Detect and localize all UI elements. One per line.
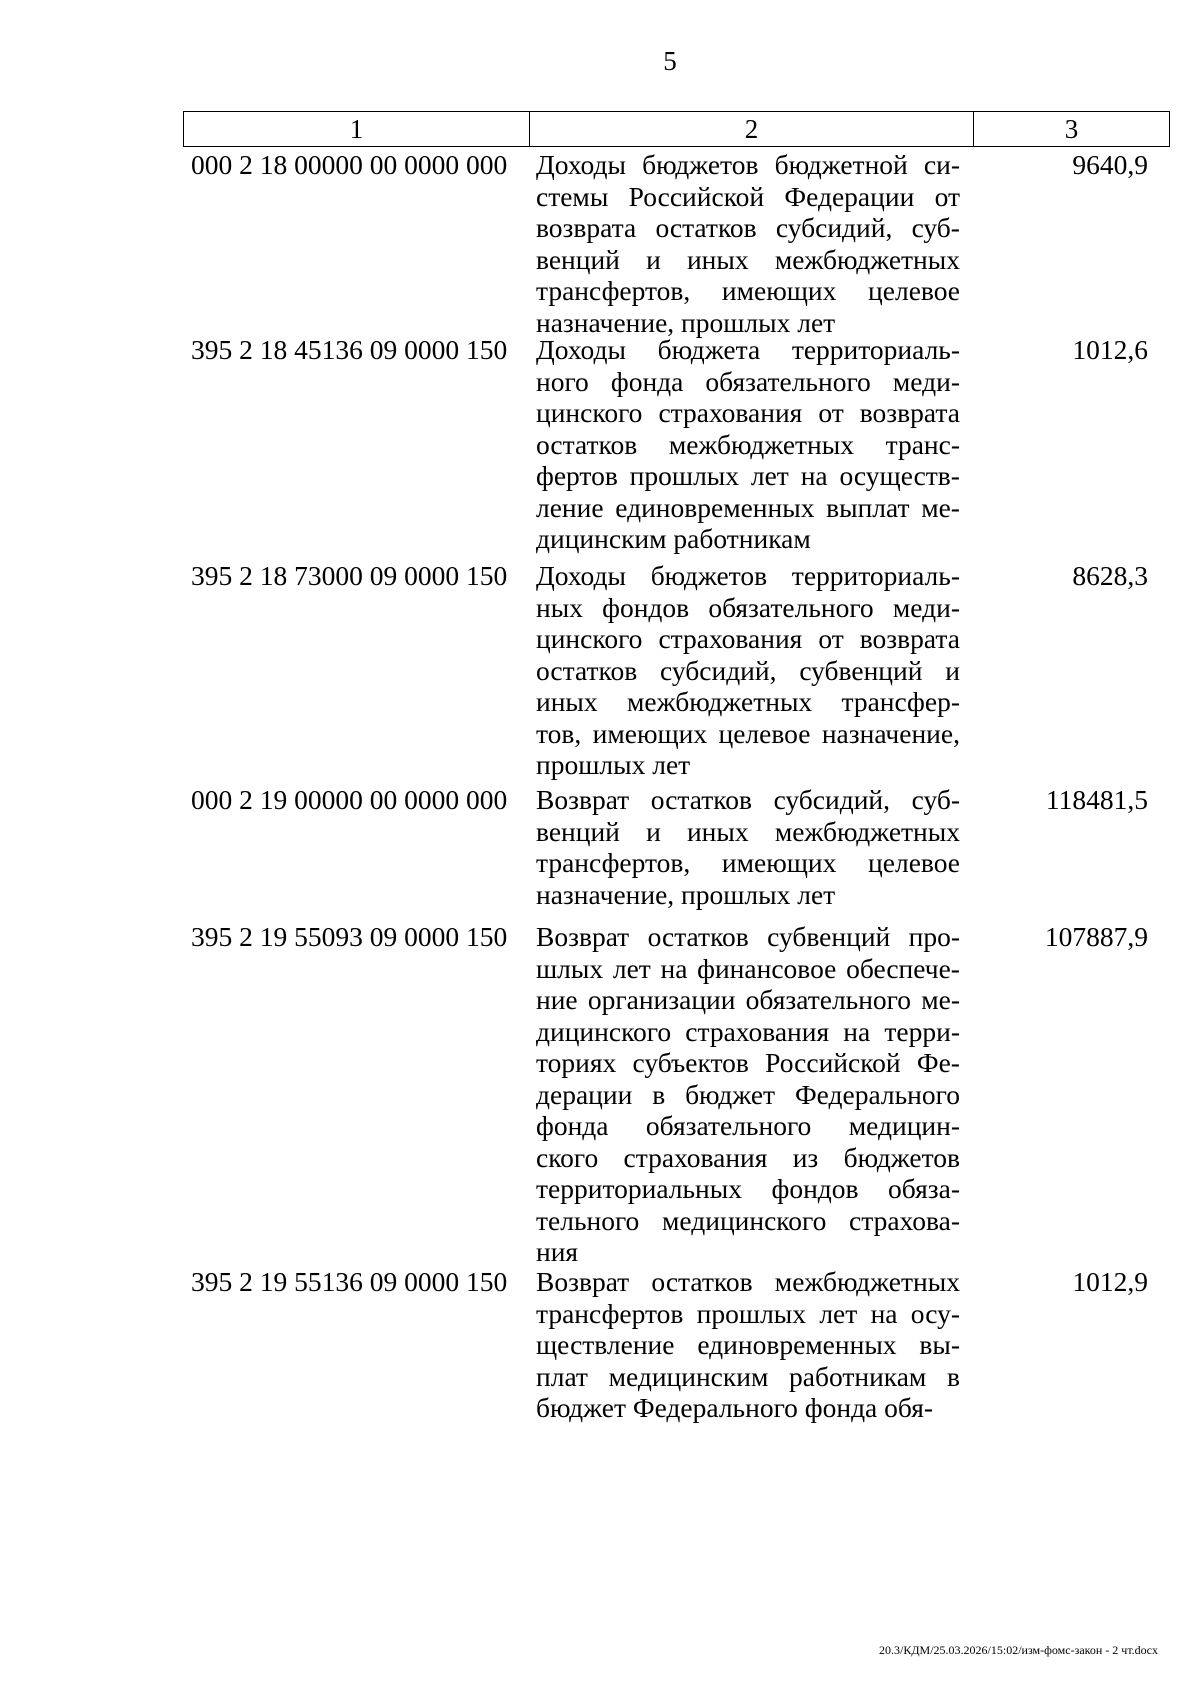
description-line: Доходы бюджетов бюджетной си- [536, 149, 960, 180]
description-line: плат медицинским работникам в [536, 1360, 960, 1392]
description-line: дерации в бюджет Федерального [536, 1078, 960, 1110]
description-line: трансфертов, имеющих целевое [536, 847, 960, 878]
income-description [536, 149, 960, 338]
income-description [536, 1266, 960, 1424]
description-line: цинского страхования от возврата [536, 397, 960, 428]
description-line: остатков субсидий, субвенций и [536, 654, 960, 686]
income-description [536, 560, 960, 781]
description-line: дицинского страхования на терри- [536, 1015, 960, 1047]
description-line: ния [536, 1236, 579, 1267]
column-header-2: 2 [530, 112, 974, 147]
budget-code: 395 2 19 55093 09 0000 150 [191, 921, 508, 952]
amount-value: 107887,9 [1044, 921, 1148, 952]
budget-code: 395 2 18 45136 09 0000 150 [191, 334, 508, 365]
column-header-1: 1 [184, 112, 530, 147]
description-line: бюджет Федерального фонда обя- [536, 1392, 934, 1423]
description-line: цинского страхования от возврата [536, 623, 960, 654]
column-header-3: 3 [974, 112, 1170, 147]
description-line: тельного медицинского страхова- [536, 1204, 960, 1236]
budget-code: 000 2 19 00000 00 0000 000 [191, 784, 508, 815]
amount-value: 8628,3 [1072, 560, 1148, 591]
description-line: венций и иных межбюджетных [536, 243, 960, 275]
description-line: ского страхования из бюджетов [536, 1141, 960, 1173]
description-line: иных межбюджетных трансфер- [536, 686, 960, 717]
income-description [536, 334, 960, 555]
description-line: шлых лет на финансовое обеспече- [536, 952, 960, 984]
description-line: фонда обязательного медицин- [536, 1110, 960, 1141]
description-line: фертов прошлых лет на осуществ- [536, 460, 960, 491]
description-line: Доходы бюджетов территориаль- [536, 560, 960, 591]
amount-value: 1012,9 [1072, 1266, 1148, 1297]
description-line: назначение, прошлых лет [536, 878, 836, 910]
description-line: ние организации обязательного ме- [536, 984, 960, 1015]
description-line: ществление единовременных вы- [536, 1329, 960, 1360]
budget-code: 000 2 18 00000 00 0000 000 [191, 149, 508, 180]
description-line: венций и иных межбюджетных [536, 815, 960, 847]
document-footer: 20.3/КДМ/25.03.2026/15:02/изм-фомс-закон - 2 чт.docx [879, 1643, 1158, 1657]
description-line: остатков межбюджетных транс- [536, 428, 960, 460]
description-line: стемы Российской Федерации от [536, 180, 960, 212]
description-line: ление единовременных выплат ме- [536, 491, 960, 523]
description-line: Возврат остатков межбюджетных [536, 1266, 960, 1297]
description-line: ного фонда обязательного меди- [536, 365, 960, 397]
amount-value: 118481,5 [1045, 784, 1148, 815]
description-line: возврата остатков субсидий, суб- [536, 212, 960, 243]
description-line: назначение, прошлых лет [536, 306, 836, 338]
description-line: дицинским работникам [536, 523, 811, 554]
description-line: территориальных фондов обяза- [536, 1173, 960, 1204]
income-description [536, 784, 960, 910]
description-line: трансфертов прошлых лет на осу- [536, 1297, 960, 1329]
budget-code: 395 2 18 73000 09 0000 150 [191, 560, 508, 591]
amount-value: 1012,6 [1072, 334, 1148, 365]
description-line: Возврат остатков субсидий, суб- [536, 784, 960, 815]
description-line: трансфертов, имеющих целевое [536, 275, 960, 306]
description-line: прошлых лет [536, 749, 691, 780]
description-line: Доходы бюджета территориаль- [536, 334, 960, 365]
description-line: ториях субъектов Российской Фе- [536, 1047, 960, 1078]
budget-code: 395 2 19 55136 09 0000 150 [191, 1266, 508, 1297]
column-header-row [184, 112, 1170, 147]
description-line: ных фондов обязательного меди- [536, 591, 960, 623]
column-header-table [183, 111, 1170, 147]
amount-value: 9640,9 [1072, 149, 1148, 180]
description-line: тов, имеющих целевое назначение, [536, 717, 960, 749]
income-description [536, 921, 960, 1268]
page-number: 5 [663, 46, 677, 76]
description-line: Возврат остатков субвенций про- [536, 921, 960, 952]
